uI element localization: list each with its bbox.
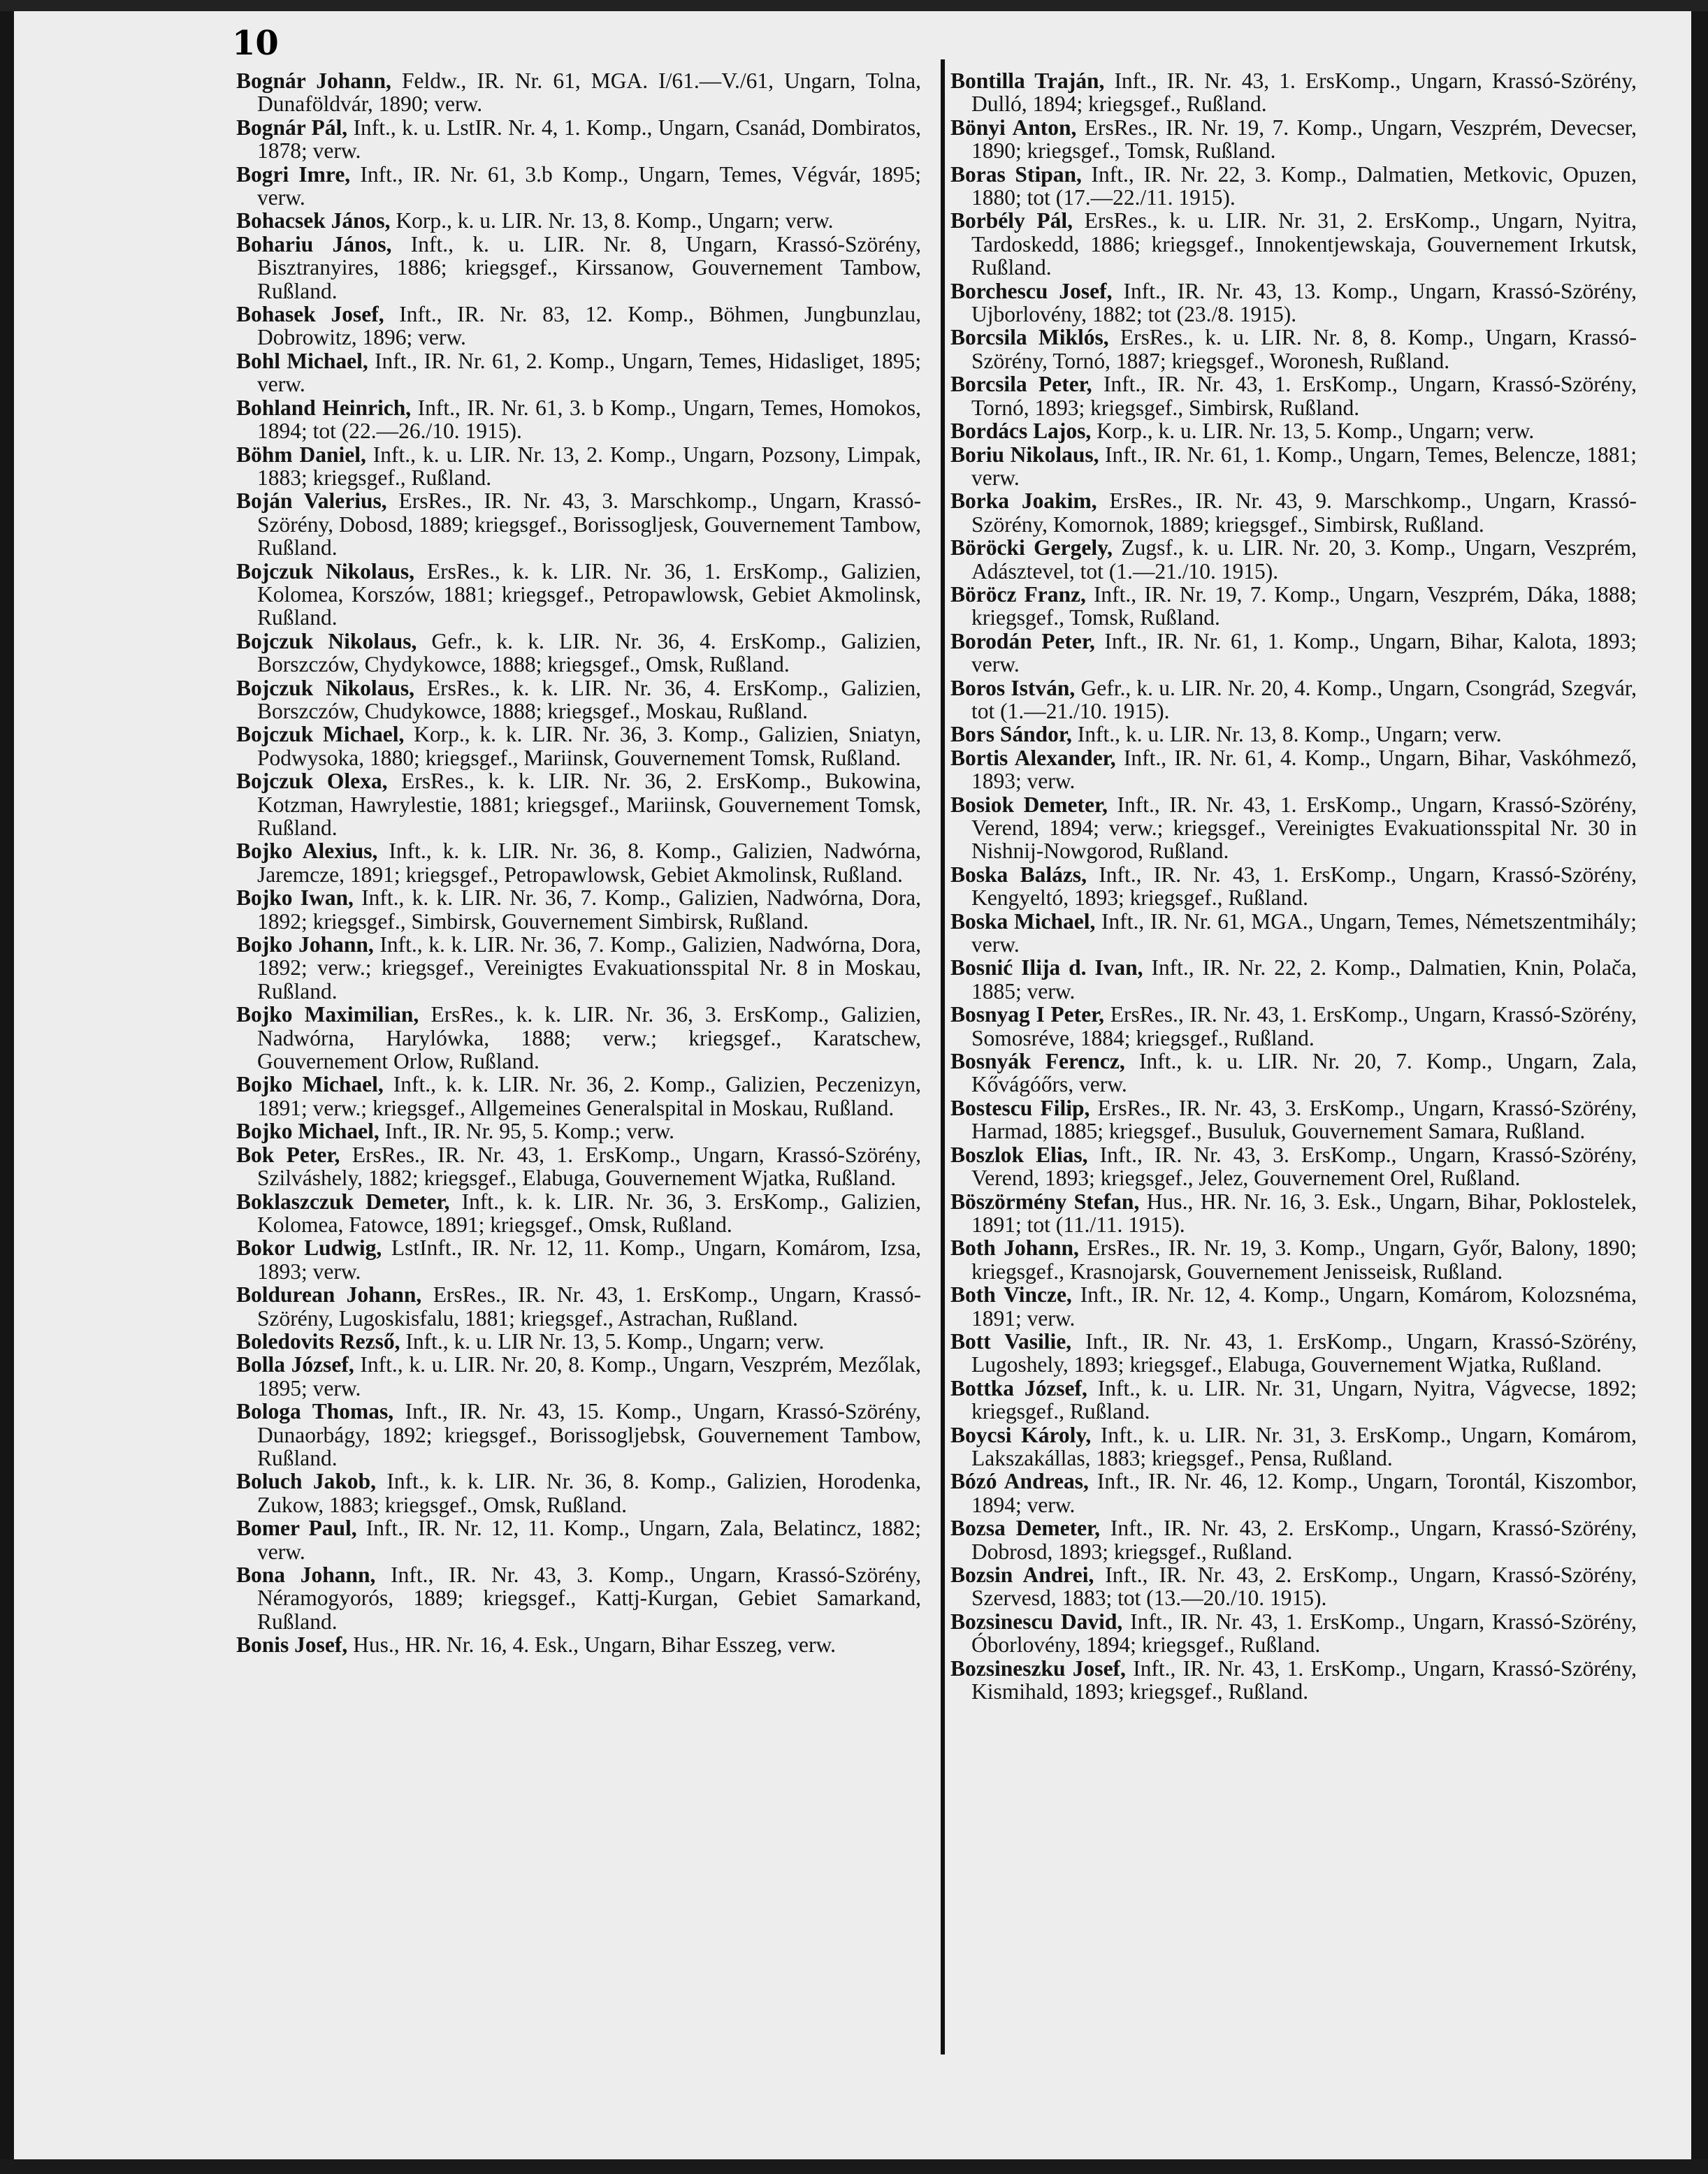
entry-details: Inft., IR. Nr. 43, 2. ErsKomp., Ungarn, Krassó-Szörény, Szervesd, 1883; tot (13.—20./10. 1915).	[971, 1563, 1637, 1611]
register-entry	[950, 1096, 1637, 1143]
entry-name: Bózó Andreas,	[950, 1469, 1089, 1494]
register-entry	[236, 443, 921, 490]
register-entry	[950, 583, 1637, 630]
register-entry	[236, 209, 921, 232]
entry-details: ErsRes., k. k. LIR. Nr. 36, 4. ErsKomp., Galizien, Borszczów, Chudykowce, 1888; kriegsgef., Moskau, Rußland.	[257, 675, 921, 723]
register-entry	[950, 1563, 1637, 1610]
register-entry	[236, 1073, 921, 1119]
register-entry	[950, 1050, 1637, 1096]
entry-name: Borcsila Peter,	[950, 372, 1092, 397]
register-entry	[950, 676, 1637, 723]
entry-name: Boska Michael,	[950, 908, 1096, 934]
register-entry	[950, 1657, 1637, 1704]
entry-details: Inft., k. k. LIR. Nr. 36, 3. ErsKomp., Galizien, Kolomea, Fatowce, 1891; kriegsgef., Omsk, Rußland.	[257, 1189, 921, 1237]
register-entry	[950, 489, 1637, 536]
entry-name: Boldurean Johann,	[236, 1282, 422, 1307]
entry-details: Inft., IR. Nr. 61, 3.b Komp., Ungarn, Temes, Végvár, 1895; verw.	[257, 161, 921, 210]
entry-details: ErsRes., k. u. LIR. Nr. 8, 8. Komp., Ungarn, Krassó-Szörény, Tornó, 1887; kriegsgef., Woronesh, Rußland.	[971, 325, 1637, 373]
entry-details: Inft., IR. Nr. 61, 1. Komp., Ungarn, Temes, Belencze, 1881; verw.	[971, 442, 1637, 490]
register-entry	[236, 1353, 921, 1400]
register-entry	[236, 1330, 921, 1353]
entry-details: Inft., IR. Nr. 12, 11. Komp., Ungarn, Zala, Belatincz, 1882; verw.	[257, 1516, 921, 1564]
entry-details: ErsRes., IR. Nr. 43, 1. ErsKomp., Ungarn, Krassó-Szörény, Szilváshely, 1882; kriegsgef., Elabuga, Gouvernement Wjatka, Rußland.	[257, 1142, 921, 1191]
register-entry	[236, 723, 921, 769]
register-entry	[950, 372, 1637, 419]
register-entry	[236, 396, 921, 443]
entry-details: ErsRes., k. k. LIR. Nr. 36, 3. ErsKomp., Galizien, Nadwórna, Harylówka, 1888; verw.; kriegsgef., Karatschew, Gouvernement Orlow, Rußland.	[257, 1002, 921, 1074]
entry-details: ErsRes., k. u. LIR. Nr. 31, 2. ErsKomp., Ungarn, Nyitra, Tardoskedd, 1886; kriegsgef., Innokentjewskaja, Gouvernement Irkutsk, Rußland.	[971, 208, 1637, 280]
register-entry	[236, 1516, 921, 1563]
register-entry	[950, 443, 1637, 490]
entry-name: Bojczuk Nikolaus,	[236, 628, 417, 653]
entry-name: Bohland Heinrich,	[236, 395, 412, 420]
register-entry	[950, 1423, 1637, 1470]
entry-name: Boklaszczuk Demeter,	[236, 1189, 450, 1214]
entry-name: Bohacsek János,	[236, 208, 391, 233]
entry-name: Bojko Michael,	[236, 1119, 379, 1144]
scan-edge-top	[0, 0, 1708, 11]
entry-details: Zugsf., k. u. LIR. Nr. 20, 3. Komp., Ungarn, Veszprém, Adásztevel, tot (1.—21./10. 1915).	[971, 535, 1637, 584]
register-entry	[950, 1470, 1637, 1516]
entry-name: Bosnyák Ferencz,	[950, 1049, 1125, 1074]
entry-details: Inft., IR. Nr. 12, 4. Komp., Ungarn, Komárom, Kolozsnéma, 1891; verw.	[971, 1282, 1637, 1331]
entry-name: Bokor Ludwig,	[236, 1235, 382, 1261]
entry-details: Inft., IR. Nr. 43, 3. Komp., Ungarn, Krassó-Szörény, Néramogyorós, 1889; kriegsgef., Kattj-Kurgan, Gebiet Samarkand, Rußland.	[257, 1563, 921, 1634]
page-number: 10	[232, 24, 279, 63]
register-entry	[236, 1400, 921, 1470]
entry-details: Inft., IR. Nr. 43, 1. ErsKomp., Ungarn, Krassó-Szörény, Lugoshely, 1893; kriegsgef., Elabuga, Gouvernement Wjatka, Rußland.	[971, 1328, 1637, 1377]
entry-details: Inft., IR. Nr. 61, 1. Komp., Ungarn, Bihar, Kalota, 1893; verw.	[971, 628, 1637, 677]
entry-details: Inft., IR. Nr. 43, 3. ErsKomp., Ungarn, Krassó-Szörény, Verend, 1893; kriegsgef., Jelez, Gouvernement Orel, Rußland.	[971, 1142, 1637, 1191]
register-entry	[950, 1516, 1637, 1563]
entry-details: Inft., IR. Nr. 61, 4. Komp., Ungarn, Bihar, Vaskóhmező, 1893; verw.	[971, 745, 1637, 794]
left-column	[236, 69, 921, 1657]
entry-name: Bors Sándor,	[950, 722, 1072, 747]
entry-name: Bognár Johann,	[236, 68, 391, 93]
entry-name: Bona Johann,	[236, 1563, 376, 1587]
register-entry	[236, 303, 921, 349]
entry-details: Inft., k. u. LIR. Nr. 20, 8. Komp., Ungarn, Veszprém, Mezőlak, 1895; verw.	[257, 1352, 921, 1400]
entry-name: Bojko Michael,	[236, 1072, 384, 1097]
entry-name: Bohasek Josef,	[236, 302, 384, 327]
register-entry	[950, 1236, 1637, 1283]
register-entry	[950, 910, 1637, 957]
entry-name: Bologa Thomas,	[236, 1399, 394, 1424]
entry-details: Inft., IR. Nr. 43, 1. ErsKomp., Ungarn, Krassó-Szörény, Kismihald, 1893; kriegsgef., Rußland.	[971, 1655, 1637, 1704]
register-entry	[950, 863, 1637, 910]
entry-name: Bordács Lajos,	[950, 419, 1092, 444]
entry-details: LstInft., IR. Nr. 12, 11. Komp., Ungarn, Komárom, Izsa, 1893; verw.	[257, 1235, 922, 1284]
entry-name: Borodán Peter,	[950, 628, 1095, 653]
register-entry	[950, 956, 1637, 1003]
entry-name: Boros István,	[950, 675, 1076, 700]
entry-details: ErsRes., IR. Nr. 43, 3. ErsKomp., Ungarn, Krassó-Szörény, Harmad, 1885; kriegsgef., Busuluk, Gouvernement Samara, Rußland.	[971, 1095, 1637, 1144]
entry-name: Bognár Pál,	[236, 115, 348, 140]
entry-details: Inft., k. u. LIR Nr. 13, 5. Komp., Ungarn; verw.	[400, 1328, 825, 1354]
register-entry	[236, 1236, 921, 1283]
entry-details: Inft., IR. Nr. 43, 1. ErsKomp., Ungarn, Krassó-Szörény, Verend, 1894; verw.; kriegsgef., Vereinigtes Evakuationsspital Nr. 30 in Nishnij-Nowgorod, Rußland.	[971, 792, 1637, 864]
register-entry	[950, 419, 1637, 442]
entry-details: ErsRes., IR. Nr. 43, 9. Marschkomp., Ungarn, Krassó-Szörény, Komornok, 1889; kriegsgef., Simbirsk, Rußland.	[971, 488, 1637, 537]
right-column	[950, 69, 1637, 1703]
register-entry	[950, 209, 1637, 279]
entry-name: Bontilla Traján,	[950, 68, 1105, 93]
entry-name: Boluch Jakob,	[236, 1469, 377, 1494]
register-entry	[236, 163, 921, 210]
entry-name: Bozsa Demeter,	[950, 1516, 1101, 1541]
entry-details: Inft., IR. Nr. 43, 1. ErsKomp., Ungarn, Krassó-Szörény, Óborlovény, 1894; kriegsgef., Rußland.	[971, 1609, 1637, 1658]
entry-name: Bosnyag I Peter,	[950, 1002, 1105, 1027]
entry-details: Korp., k. u. LIR. Nr. 13, 5. Komp., Ungarn; verw.	[1091, 419, 1535, 444]
register-entry	[236, 769, 921, 839]
register-entry	[950, 1003, 1637, 1050]
entry-name: Bozsin Andrei,	[950, 1563, 1094, 1587]
entry-details: Inft., IR. Nr. 19, 7. Komp., Ungarn, Veszprém, Dáka, 1888; kriegsgef., Tomsk, Rußland.	[971, 581, 1637, 630]
entry-details: Inft., IR. Nr. 61, 3. b Komp., Ungarn, Temes, Homokos, 1894; tot (22.—26./10. 1915).	[257, 395, 922, 444]
entry-name: Boszlok Elias,	[950, 1142, 1088, 1167]
register-entry	[950, 280, 1637, 326]
entry-details: ErsRes., IR. Nr. 43, 3. Marschkomp., Ungarn, Krassó-Szörény, Dobosd, 1889; kriegsgef., Borissogljesk, Gouvernement Tambow, Rußland.	[257, 488, 922, 560]
register-entry	[236, 1119, 921, 1143]
entry-name: Bojczuk Nikolaus,	[236, 675, 415, 700]
entry-name: Bottka József,	[950, 1375, 1087, 1400]
entry-details: Inft., IR. Nr. 43, 1. ErsKomp., Ungarn, Krassó-Szörény, Dulló, 1894; kriegsgef., Rußland.	[971, 68, 1637, 117]
register-entry	[950, 1143, 1637, 1190]
entry-name: Bohl Michael,	[236, 348, 368, 373]
entry-name: Böröcki Gergely,	[950, 535, 1113, 560]
scan-edge-left	[0, 0, 14, 2174]
register-entry	[950, 1377, 1637, 1423]
register-entry	[950, 163, 1637, 210]
entry-details: Inft., IR. Nr. 83, 12. Komp., Böhmen, Jungbunzlau, Dobrowitz, 1896; verw.	[257, 302, 921, 350]
entry-name: Bonis Josef,	[236, 1632, 348, 1658]
entry-name: Bozsineszku Josef,	[950, 1655, 1126, 1681]
entry-name: Boján Valerius,	[236, 488, 387, 514]
entry-name: Bohariu János,	[236, 231, 392, 256]
register-entry	[236, 1283, 921, 1330]
entry-name: Boledovits Rezső,	[236, 1328, 400, 1354]
entry-details: Inft., IR. Nr. 43, 15. Komp., Ungarn, Krassó-Szörény, Dunaorbágy, 1892; kriegsgef., Borissogljebsk, Gouvernement Tambow, Rußland.	[257, 1399, 921, 1470]
entry-name: Bott Vasilie,	[950, 1328, 1072, 1354]
register-entry	[950, 723, 1637, 746]
entry-name: Bosnić Ilija d. Ivan,	[950, 955, 1143, 980]
register-entry	[950, 1283, 1637, 1330]
entry-details: ErsRes., IR. Nr. 43, 1. ErsKomp., Ungarn, Krassó-Szörény, Somosréve, 1884; kriegsgef., Rußland.	[971, 1002, 1637, 1050]
register-entry	[236, 1143, 921, 1190]
entry-name: Borcsila Miklós,	[950, 325, 1109, 350]
entry-details: ErsRes., IR. Nr. 19, 7. Komp., Ungarn, Veszprém, Devecser, 1890; kriegsgef., Tomsk, Rußland.	[971, 115, 1637, 164]
entry-name: Bojko Johann,	[236, 932, 374, 957]
scan-edge-bottom	[0, 2159, 1708, 2174]
entry-details: Inft., k. u. LIR. Nr. 31, 3. ErsKomp., Ungarn, Komárom, Lakszakállas, 1883; kriegsgef., Pensa, Rußland.	[971, 1422, 1637, 1470]
entry-name: Borka Joakim,	[950, 488, 1097, 514]
entry-details: Inft., k. u. LIR. Nr. 31, Ungarn, Nyitra, Vágvecse, 1892; kriegsgef., Rußland.	[971, 1375, 1637, 1424]
entry-details: Inft., k. k. LIR. Nr. 36, 7. Komp., Galizien, Nadwórna, Dora, 1892; verw.; kriegsgef., Vereinigtes Evakuationsspital Nr. 8 in Moskau, Rußland.	[257, 932, 921, 1003]
entry-name: Bönyi Anton,	[950, 115, 1077, 140]
entry-name: Bojko Maximilian,	[236, 1002, 419, 1027]
entry-details: ErsRes., IR. Nr. 43, 1. ErsKomp., Ungarn, Krassó-Szörény, Lugoskisfalu, 1881; kriegsgef., Astrachan, Rußland.	[257, 1282, 921, 1331]
entry-details: Inft., k. u. LIR. Nr. 13, 8. Komp., Ungarn; verw.	[1071, 722, 1502, 747]
register-entry	[236, 1563, 921, 1633]
entry-name: Böröcz Franz,	[950, 581, 1086, 607]
entry-details: Inft., IR. Nr. 22, 2. Komp., Dalmatien, Knin, Polača, 1885; verw.	[971, 955, 1637, 1003]
register-entry	[950, 69, 1637, 116]
entry-details: ErsRes., k. k. LIR. Nr. 36, 2. ErsKomp., Bukowina, Kotzman, Hawrylestie, 1881; kriegsgef., Mariinsk, Gouvernement Tomsk, Rußland.	[257, 769, 921, 840]
register-entry	[950, 1610, 1637, 1657]
entry-details: ErsRes., IR. Nr. 19, 3. Komp., Ungarn, Győr, Balony, 1890; kriegsgef., Krasnojarsk, Gouvernement Jenisseisk, Rußland.	[971, 1235, 1637, 1284]
register-entry	[950, 793, 1637, 863]
register-entry	[236, 1470, 921, 1516]
entry-details: Feldw., IR. Nr. 61, MGA. I/61.—V./61, Ungarn, Tolna, Dunaföldvár, 1890; verw.	[257, 68, 921, 117]
entry-details: Inft., k. k. LIR. Nr. 36, 7. Komp., Galizien, Nadwórna, Dora, 1892; kriegsgef., Simbirsk, Gouvernement Simbirsk, Rußland.	[257, 885, 922, 934]
entry-name: Bortis Alexander,	[950, 745, 1116, 770]
entry-details: Inft., IR. Nr. 95, 5. Komp.; verw.	[379, 1119, 675, 1144]
entry-name: Boras Stipan,	[950, 161, 1082, 187]
entry-details: Hus., HR. Nr. 16, 4. Esk., Ungarn, Bihar Esszeg, verw.	[347, 1632, 837, 1658]
entry-name: Boska Balázs,	[950, 862, 1087, 887]
entry-details: Inft., k. k. LIR. Nr. 36, 8. Komp., Galizien, Nadwórna, Jaremcze, 1891; kriegsgef., Petropawlowsk, Gebiet Akmolinsk, Rußland.	[257, 839, 921, 887]
register-entry	[236, 933, 921, 1003]
entry-name: Bomer Paul,	[236, 1516, 357, 1541]
entry-name: Bostescu Filip,	[950, 1095, 1090, 1120]
entry-name: Bojczuk Nikolaus,	[236, 558, 415, 584]
entry-details: Inft., k. k. LIR. Nr. 36, 8. Komp., Galizien, Horodenka, Zukow, 1883; kriegsgef., Omsk, Rußland.	[257, 1469, 921, 1517]
entry-name: Bojko Iwan,	[236, 885, 354, 911]
register-entry	[950, 1330, 1637, 1377]
register-entry	[950, 1190, 1637, 1237]
entry-details: Inft., k. u. LIR. Nr. 20, 7. Komp., Ungarn, Zala, Kővágóőrs, verw.	[971, 1049, 1637, 1097]
entry-name: Borbély Pál,	[950, 208, 1073, 233]
entry-name: Both Vincze,	[950, 1282, 1072, 1307]
entry-details: Inft., IR. Nr. 22, 3. Komp., Dalmatien, Metkovic, Opuzen, 1880; tot (17.—22./11. 1915).	[971, 161, 1637, 210]
entry-details: Inft., k. u. LIR. Nr. 8, Ungarn, Krassó-Szörény, Bisztranyires, 1886; kriegsgef., Kirssanow, Gouvernement Tambow, Rußland.	[257, 231, 922, 303]
register-entry	[236, 349, 921, 396]
entry-details: Gefr., k. k. LIR. Nr. 36, 4. ErsKomp., Galizien, Borszczów, Chydykowce, 1888; kriegsgef., Omsk, Rußland.	[257, 628, 921, 677]
entry-name: Boriu Nikolaus,	[950, 442, 1099, 467]
entry-details: Korp., k. k. LIR. Nr. 36, 3. Komp., Galizien, Sniatyn, Podwysoka, 1880; kriegsgef., Mariinsk, Gouvernement Tomsk, Rußland.	[257, 722, 922, 770]
register-entry	[236, 1190, 921, 1237]
entry-details: Inft., IR. Nr. 43, 13. Komp., Ungarn, Krassó-Szörény, Ujborlovény, 1882; tot (23./8. 1915).	[971, 278, 1637, 327]
entry-details: Inft., k. k. LIR. Nr. 36, 2. Komp., Galizien, Peczenizyn, 1891; verw.; kriegsgef., Allgemeines Generalspital in Moskau, Rußland.	[257, 1072, 921, 1120]
register-entry	[950, 536, 1637, 583]
entry-details: Inft., IR. Nr. 43, 1. ErsKomp., Ungarn, Krassó-Szörény, Kengyeltó, 1893; kriegsgef., Rußland.	[971, 862, 1637, 911]
entry-name: Bosiok Demeter,	[950, 792, 1108, 817]
entry-details: Hus., HR. Nr. 16, 3. Esk., Ungarn, Bihar, Poklostelek, 1891; tot (11./11. 1915).	[971, 1189, 1637, 1237]
entry-details: Inft., IR. Nr. 46, 12. Komp., Ungarn, Torontál, Kiszombor, 1894; verw.	[971, 1469, 1637, 1517]
entry-name: Böszörmény Stefan,	[950, 1189, 1140, 1214]
register-entry	[950, 746, 1637, 793]
entry-name: Bojko Alexius,	[236, 839, 378, 864]
entry-details: Inft., IR. Nr. 43, 1. ErsKomp., Ungarn, Krassó-Szörény, Tornó, 1893; kriegsgef., Simbirsk, Rußland.	[971, 372, 1637, 420]
register-entry	[236, 560, 921, 630]
entry-details: Gefr., k. u. LIR. Nr. 20, 4. Komp., Ungarn, Csongrád, Szegvár, tot (1.—21./10. 1915).	[971, 675, 1637, 723]
entry-details: Inft., k. u. LstIR. Nr. 4, 1. Komp., Ungarn, Csanád, Dombiratos, 1878; verw.	[257, 115, 922, 164]
entry-name: Borchescu Josef,	[950, 278, 1113, 303]
entry-name: Bozsinescu David,	[950, 1609, 1123, 1634]
register-entry	[236, 489, 921, 559]
entry-name: Boycsi Károly,	[950, 1422, 1092, 1447]
register-entry	[950, 116, 1637, 163]
entry-name: Bolla József,	[236, 1352, 354, 1377]
register-entry	[236, 233, 921, 303]
entry-name: Bok Peter,	[236, 1142, 340, 1167]
entry-name: Bogri Imre,	[236, 161, 351, 187]
entry-details: ErsRes., k. k. LIR. Nr. 36, 1. ErsKomp., Galizien, Kolomea, Korszów, 1881; kriegsgef., Petropawlowsk, Gebiet Akmolinsk, Rußland.	[257, 558, 921, 630]
entry-details: Inft., IR. Nr. 61, 2. Komp., Ungarn, Temes, Hidasliget, 1895; verw.	[257, 348, 921, 397]
entry-name: Böhm Daniel,	[236, 442, 366, 467]
entry-details: Inft., k. u. LIR. Nr. 13, 2. Komp., Ungarn, Pozsony, Limpak, 1883; kriegsgef., Rußland.	[257, 442, 921, 490]
entry-name: Bojczuk Olexa,	[236, 769, 388, 794]
register-entry	[236, 630, 921, 676]
register-entry	[236, 676, 921, 723]
register-entry	[950, 630, 1637, 676]
register-entry	[236, 116, 921, 163]
register-entry	[950, 326, 1637, 372]
column-divider	[941, 59, 945, 2055]
entry-name: Bojczuk Michael,	[236, 722, 405, 747]
register-entry	[236, 1633, 921, 1656]
entry-name: Both Johann,	[950, 1235, 1079, 1261]
scan-edge-right	[1691, 0, 1708, 2174]
entry-details: Korp., k. u. LIR. Nr. 13, 8. Komp., Ungarn; verw.	[390, 208, 834, 233]
register-entry	[236, 69, 921, 116]
entry-details: Inft., IR. Nr. 43, 2. ErsKomp., Ungarn, Krassó-Szörény, Dobrosd, 1893; kriegsgef., Rußland.	[971, 1516, 1637, 1564]
register-entry	[236, 886, 921, 933]
entry-details: Inft., IR. Nr. 61, MGA., Ungarn, Temes, Németszentmihály; verw.	[971, 908, 1637, 957]
register-entry	[236, 1003, 921, 1073]
register-entry	[236, 839, 921, 886]
